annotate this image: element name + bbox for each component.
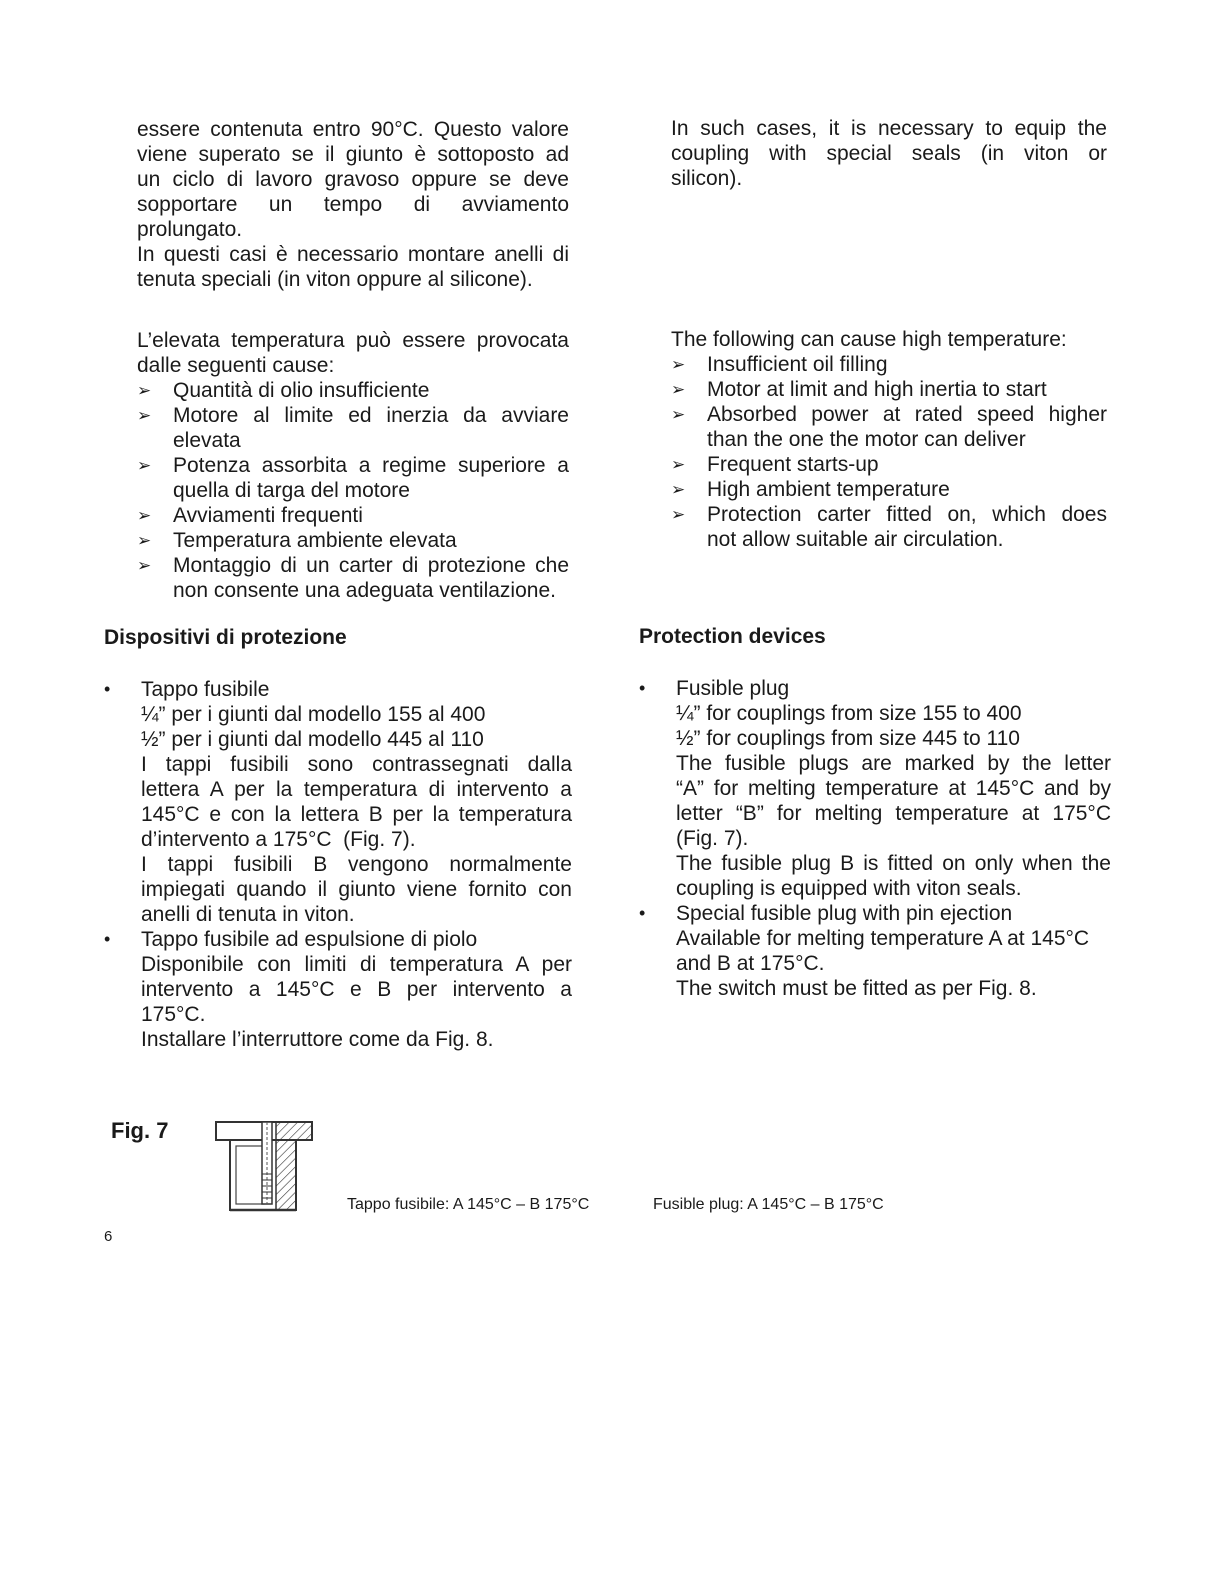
list-item [671,402,1107,452]
text-line: essere contenuta entro 90°C. Questo valore [137,118,569,141]
right-section-heading: Protection devices [639,625,826,648]
fusible-plug-drawing [210,1116,320,1216]
right-causes-intro [671,327,1107,352]
arrow-bullet-icon: ➢ [671,405,686,424]
text-line: (Fig. 7). [676,827,749,850]
right-devices-list [639,676,1111,1001]
text-line: I tappi fusibili sono contrassegnati dalla [141,753,572,776]
list-item [671,452,1107,477]
text-line: ½” for couplings from size 445 to 110 [676,727,1020,750]
figure-caption-english: Fusible plug: A 145°C – B 175°C [653,1196,884,1213]
text-line: I tappi fusibili B vengono normalmente [141,853,572,876]
left-intro-paragraph [137,117,569,292]
text-line: ¼” per i giunti dal modello 155 al 400 [141,703,486,726]
left-causes-list [137,378,569,603]
left-devices-list [104,677,572,1052]
left-causes-intro [137,328,569,378]
text-line: Absorbed power at rated speed higher [707,403,1107,426]
right-causes-list [671,352,1107,552]
text-line: “A” for melting temperature at 145°C and by [676,777,1111,800]
text-line: Frequent starts-up [707,453,879,476]
text-line: Temperatura ambiente elevata [173,529,457,552]
text-line: The following can cause high temperature: [671,328,1067,351]
list-item [639,901,1111,1001]
bullet-icon: • [104,929,111,949]
text-line: Protection carter fitted on, which does [707,503,1107,526]
text-line: High ambient temperature [707,478,950,501]
text-line: coupling with special seals (in viton or [671,142,1107,165]
text-line: Potenza assorbita a regime superiore a [173,454,569,477]
text-line: The fusible plug B is fitted on only when the [676,852,1111,875]
right-intro-paragraph [671,116,1107,191]
text-line: In such cases, it is necessary to equip the [671,117,1107,140]
text-line: tenuta speciali (in viton oppure al silicone). [137,268,533,291]
figure-label: Fig. 7 [111,1118,169,1143]
text-line: 175°C. [141,1003,206,1026]
text-line: quella di targa del motore [173,479,410,502]
text-line: Montaggio di un carter di protezione che [173,554,569,577]
bullet-icon: • [104,679,111,699]
bullet-icon: • [639,678,646,698]
text-line: The switch must be fitted as per Fig. 8. [676,977,1037,1000]
text-line: Avviamenti frequenti [173,504,363,527]
list-item [671,377,1107,402]
list-item [137,503,569,528]
list-item [137,453,569,503]
arrow-bullet-icon: ➢ [671,480,686,499]
list-item [671,502,1107,552]
text-line: elevata [173,429,241,452]
text-line: sopportare un tempo di avviamento [137,193,569,216]
text-line: not allow suitable air circulation. [707,528,1004,551]
text-line: Disponibile con limiti di temperatura A per [141,953,572,976]
text-line: Motor at limit and high inertia to start [707,378,1047,401]
text-line: The fusible plugs are marked by the letter [676,752,1111,775]
arrow-bullet-icon: ➢ [671,355,686,374]
arrow-bullet-icon: ➢ [137,506,152,525]
list-item [671,477,1107,502]
text-line: Special fusible plug with pin ejection [676,902,1013,925]
page-number: 6 [104,1228,113,1245]
text-line: than the one the motor can deliver [707,428,1026,451]
text-line: prolungato. [137,218,243,241]
arrow-bullet-icon: ➢ [671,455,686,474]
text-line: ¼” for couplings from size 155 to 400 [676,702,1022,725]
text-line: non consente una adeguata ventilazione. [173,579,556,602]
text-line: Tappo fusibile ad espulsione di piolo [141,928,478,951]
arrow-bullet-icon: ➢ [137,556,152,575]
left-section-heading: Dispositivi di protezione [104,626,347,649]
text-line: letter “B” for melting temperature at 175°C [676,802,1111,825]
text-line: Fusible plug [676,677,790,700]
list-item [104,927,572,1052]
figure-caption-italian: Tappo fusibile: A 145°C – B 175°C [347,1196,590,1213]
text-line: coupling is equipped with viton seals. [676,877,1022,900]
text-line: Quantità di olio insufficiente [173,379,430,402]
arrow-bullet-icon: ➢ [137,381,152,400]
text-line: L’elevata temperatura può essere provocata [137,329,569,352]
text-line: Insufficient oil filling [707,353,888,376]
arrow-bullet-icon: ➢ [671,380,686,399]
text-line: dalle seguenti cause: [137,354,335,377]
list-item [137,378,569,403]
text-line: intervento a 145°C e B per intervento a [141,978,572,1001]
list-item [639,676,1111,901]
list-item [137,528,569,553]
list-item [671,352,1107,377]
text-line: un ciclo di lavoro gravoso oppure se deve [137,168,569,191]
text-line: viene superato se il giunto è sottoposto ad [137,143,569,166]
text-line: Available for melting temperature A at 145°C [676,927,1090,950]
text-line: lettera A per la temperatura di intervento a [141,778,572,801]
text-line: silicon). [671,167,743,190]
list-item [137,553,569,603]
text-line: d’intervento a 175°C (Fig. 7). [141,828,416,851]
bullet-icon: • [639,903,646,923]
arrow-bullet-icon: ➢ [671,505,686,524]
text-line: Motore al limite ed inerzia da avviare [173,404,569,427]
text-line: Installare l’interruttore come da Fig. 8. [141,1028,494,1051]
list-item [104,677,572,927]
text-line: Tappo fusibile [141,678,270,701]
text-line: and B at 175°C. [676,952,825,975]
text-line: impiegati quando il giunto viene fornito con [141,878,572,901]
arrow-bullet-icon: ➢ [137,406,152,425]
arrow-bullet-icon: ➢ [137,456,152,475]
text-line: In questi casi è necessario montare anelli di [137,243,569,266]
text-line: 145°C e con la lettera B per la temperatura [141,803,572,826]
list-item [137,403,569,453]
arrow-bullet-icon: ➢ [137,531,152,550]
text-line: ½” per i giunti dal modello 445 al 110 [141,728,484,751]
text-line: anelli di tenuta in viton. [141,903,355,926]
